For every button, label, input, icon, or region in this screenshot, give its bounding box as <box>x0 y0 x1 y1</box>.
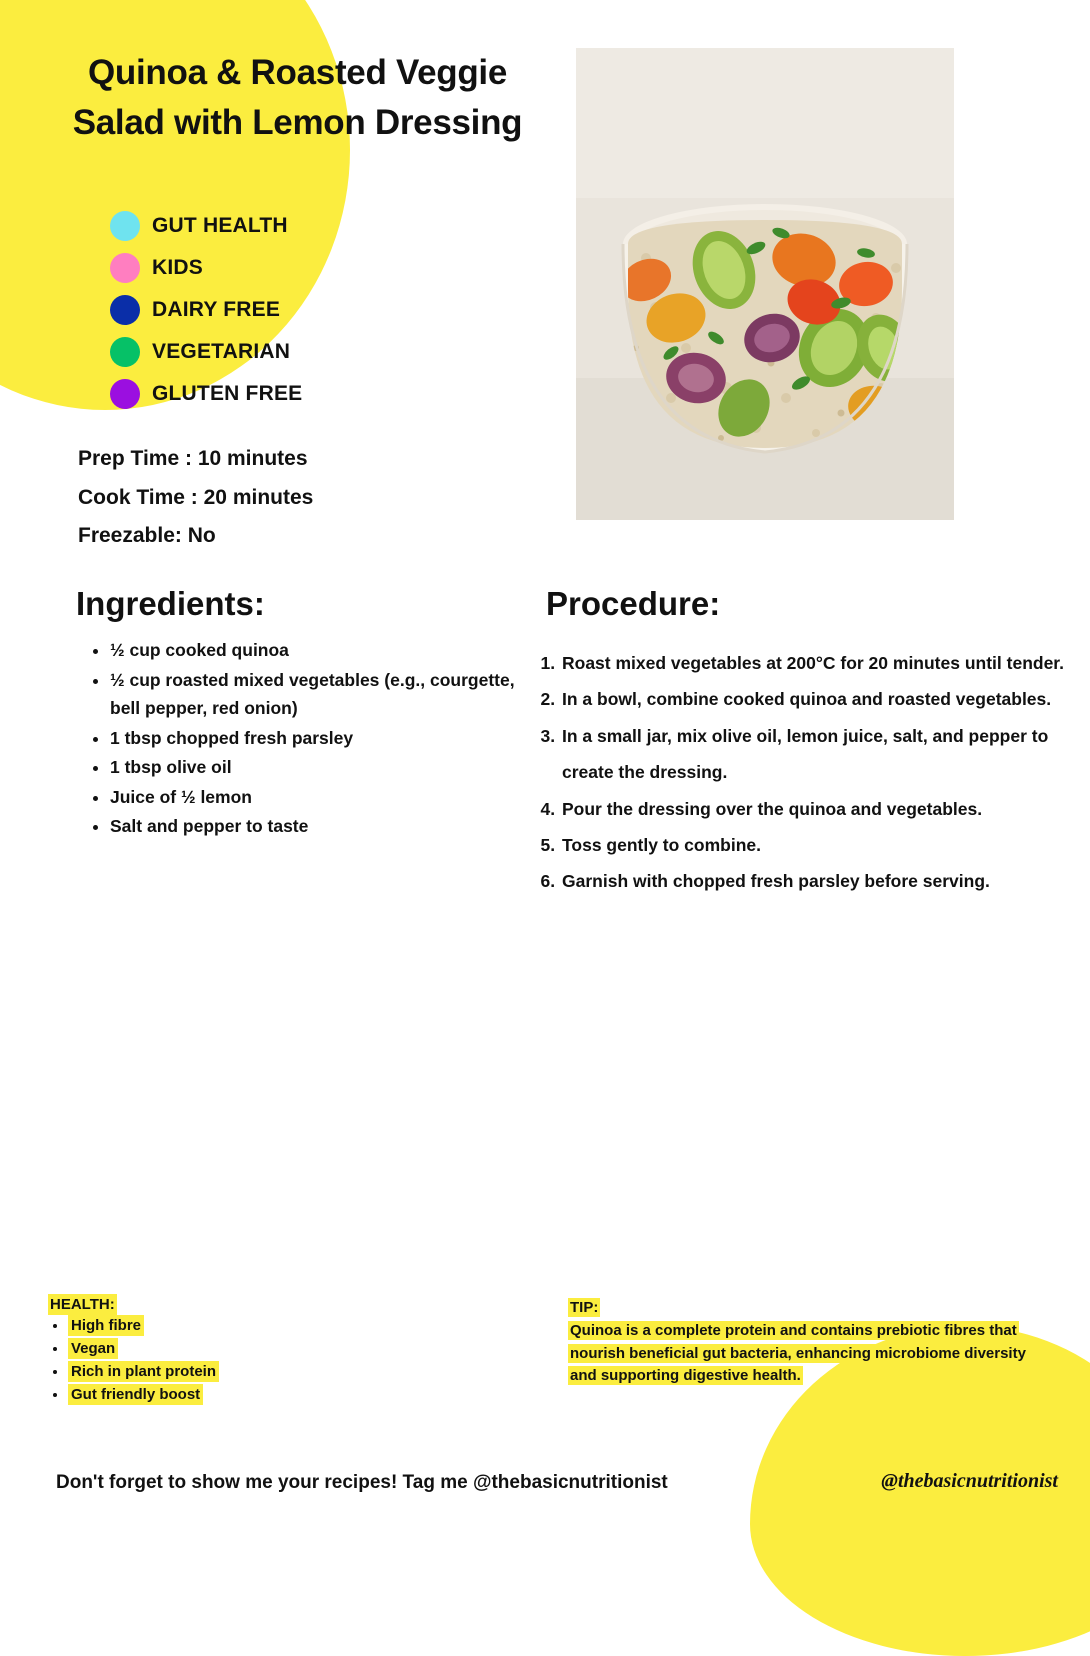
list-item: • ½ cup cooked quinoa <box>110 636 530 665</box>
diet-tag-kids <box>110 247 510 289</box>
procedure-list <box>532 645 1090 900</box>
tag-dot-icon <box>110 211 140 241</box>
list-item: • ½ cup roasted mixed vegetables (e.g., courgette, bell pepper, red onion) <box>110 666 530 723</box>
ingredients-list <box>78 636 530 842</box>
diet-tag-label: GUT HEALTH <box>152 214 288 237</box>
health-item-label: Vegan <box>68 1338 118 1359</box>
list-item: 2. In a bowl, combine cooked quinoa and roasted vegetables. <box>560 681 1090 717</box>
diet-tag-list <box>110 205 510 415</box>
tip-box <box>568 1297 1038 1388</box>
list-item <box>68 1364 318 1379</box>
list-item <box>68 1387 318 1402</box>
list-item: • Salt and pepper to taste <box>110 812 530 841</box>
footer-social-handle: @thebasicnutritionist <box>881 1470 1058 1492</box>
tag-dot-icon <box>110 337 140 367</box>
list-item: 6. Garnish with chopped fresh parsley before serving. <box>560 863 1090 899</box>
tag-dot-icon <box>110 253 140 283</box>
time-info <box>78 440 313 556</box>
page-title: Quinoa & Roasted Veggie Salad with Lemon Dressing <box>72 53 523 142</box>
list-item: 3. In a small jar, mix olive oil, lemon juice, salt, and pepper to create the dressing. <box>560 718 1090 791</box>
procedure-heading: Procedure: <box>546 585 721 622</box>
tag-dot-icon <box>110 295 140 325</box>
diet-tag-label: GLUTEN FREE <box>152 382 303 405</box>
tip-text: Quinoa is a complete protein and contains prebiotic fibres that nourish beneficial gut bacteria, enhancing microbiome diversity and supporting digestive health. <box>570 1321 1026 1385</box>
recipe-photo-illustration <box>576 48 954 520</box>
diet-tag-gut-health <box>110 205 510 247</box>
list-item: 5. Toss gently to combine. <box>560 827 1090 863</box>
ingredients-heading: Ingredients: <box>76 585 265 622</box>
list-item <box>68 1341 318 1356</box>
tag-dot-icon <box>110 379 140 409</box>
list-item <box>68 1318 318 1333</box>
list-item: 4. Pour the dressing over the quinoa and vegetables. <box>560 791 1090 827</box>
footer-call-to-action: Don't forget to show me your recipes! Tag me @thebasicnutritionist <box>56 1472 668 1493</box>
diet-tag-dairy-free <box>110 289 510 331</box>
health-list <box>48 1318 318 1402</box>
health-heading: HEALTH: <box>50 1296 115 1313</box>
tip-heading: TIP: <box>570 1299 599 1316</box>
list-item: 1. Roast mixed vegetables at 200°C for 20 minutes until tender. <box>560 645 1090 681</box>
health-item-label: Gut friendly boost <box>68 1384 203 1405</box>
diet-tag-vegetarian <box>110 331 510 373</box>
health-item-label: High fibre <box>68 1315 144 1336</box>
diet-tag-gluten-free <box>110 373 510 415</box>
list-item: • 1 tbsp chopped fresh parsley <box>110 724 530 753</box>
diet-tag-label: DAIRY FREE <box>152 298 281 321</box>
list-item: • 1 tbsp olive oil <box>110 753 530 782</box>
freezable: Freezable: No <box>78 524 216 548</box>
list-item: • Juice of ½ lemon <box>110 783 530 812</box>
prep-time: Prep Time : 10 minutes <box>78 447 308 470</box>
diet-tag-label: VEGETARIAN <box>152 340 291 363</box>
recipe-photo <box>576 48 954 520</box>
diet-tag-label: KIDS <box>152 256 203 279</box>
health-item-label: Rich in plant protein <box>68 1361 219 1382</box>
health-benefits-box <box>48 1297 318 1410</box>
cook-time: Cook Time : 20 minutes <box>78 485 314 509</box>
